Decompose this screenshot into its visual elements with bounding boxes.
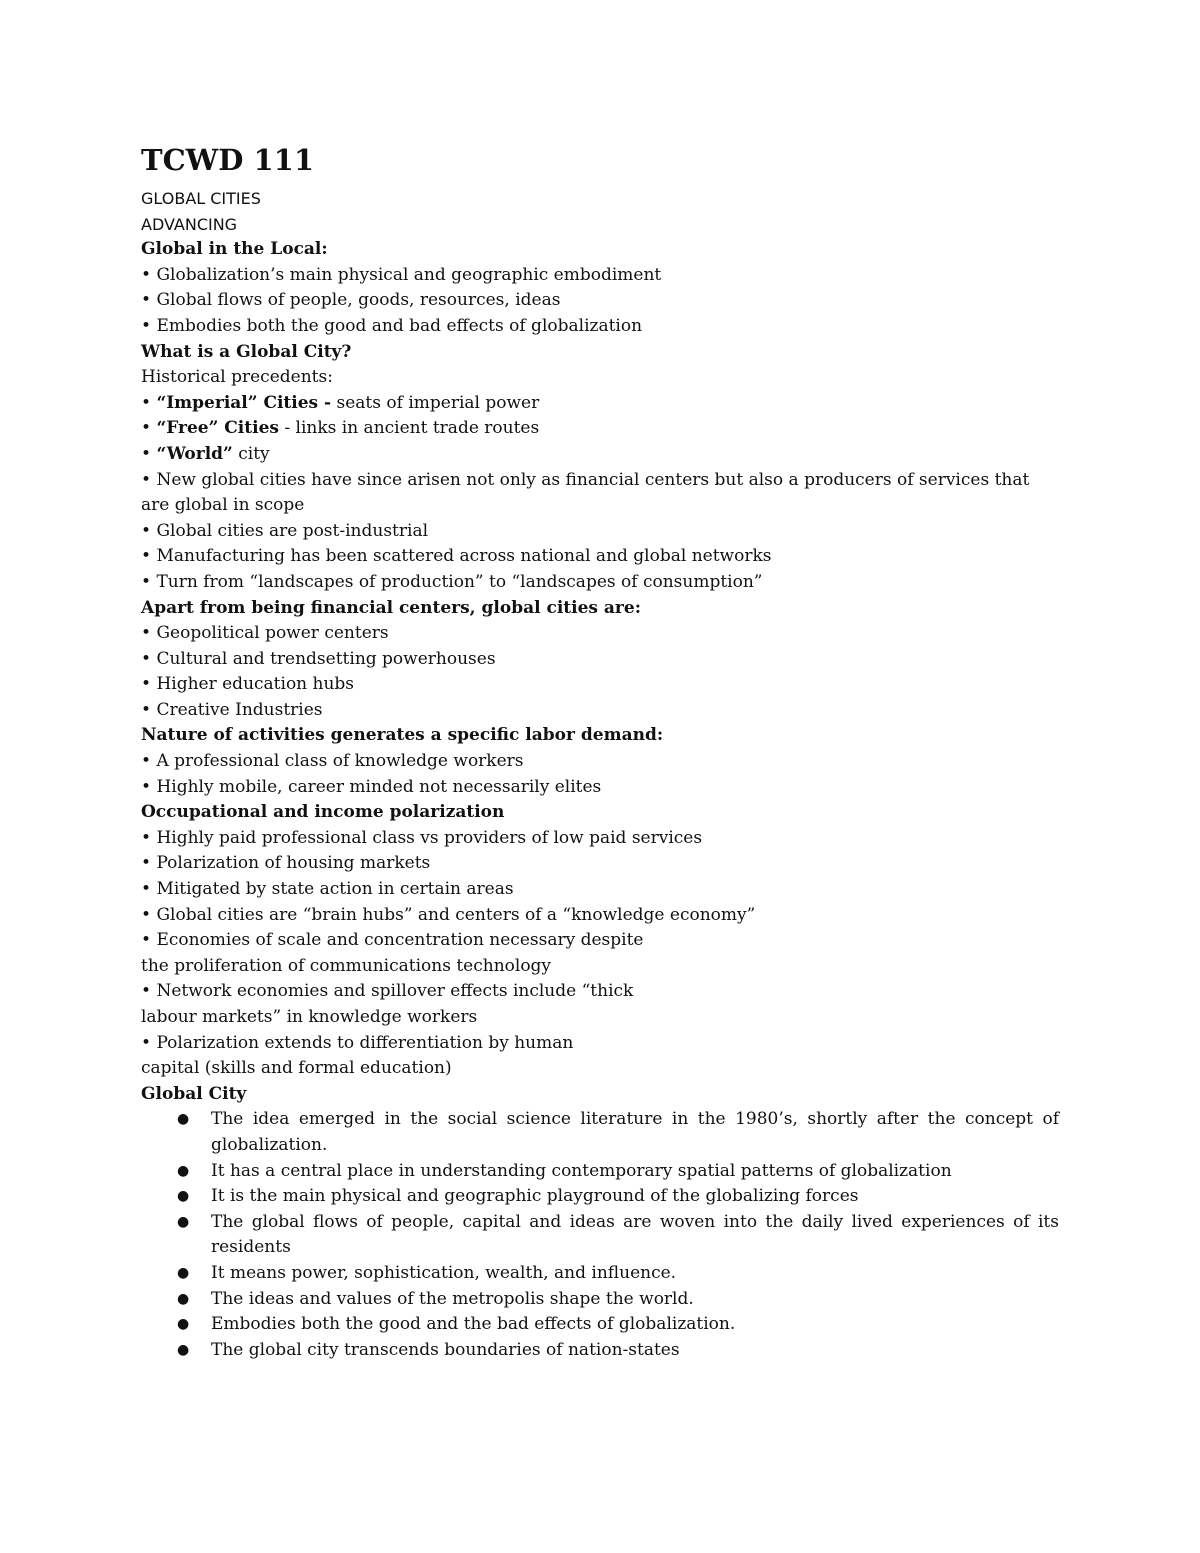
bullet-icon: •	[141, 879, 152, 900]
list-item: • Globalization’s main physical and geographic embodiment	[141, 264, 662, 285]
list-item: ● It is the main physical and geographic playground of the globalizing forces	[141, 1184, 1059, 1210]
document-title: TCWD 111	[141, 143, 315, 177]
list-item: • Higher education hubs	[141, 674, 355, 695]
list-item: • Polarization of housing markets	[141, 853, 431, 874]
section-heading-global-city: Global City	[141, 1083, 247, 1104]
list-item: • Highly mobile, career minded not necessarily elites	[141, 776, 602, 797]
list-item: • Global cities are “brain hubs” and centers of a “knowledge economy”	[141, 904, 756, 925]
list-item: • Embodies both the good and bad effects of globalization	[141, 315, 643, 336]
bullet-icon: •	[141, 290, 152, 311]
bullet-icon: •	[141, 699, 152, 720]
bullet-icon: •	[141, 674, 152, 695]
bullet-icon: ●	[177, 1162, 190, 1179]
section-heading-apart-from-financial: Apart from being financial centers, global cities are:	[141, 597, 641, 618]
bullet-icon: •	[141, 827, 152, 848]
bullet-icon: •	[141, 546, 152, 567]
list-item: • Geopolitical power centers	[141, 623, 389, 644]
bullet-icon: •	[141, 1032, 152, 1053]
list-item: • Mitigated by state action in certain areas	[141, 879, 514, 900]
bullet-icon: •	[141, 904, 152, 925]
list-item: • New global cities have since arisen not only as financial centers but also a producers of services that are global in scope	[141, 469, 1030, 516]
list-item: ● Embodies both the good and the bad effects of globalization.	[141, 1312, 1059, 1338]
bullet-icon: •	[141, 623, 152, 644]
section-heading-polarization: Occupational and income polarization	[141, 802, 505, 823]
bullet-icon: ●	[177, 1213, 190, 1230]
list-item-continuation: labour markets” in knowledge workers	[141, 1007, 478, 1027]
bullet-icon: •	[141, 443, 152, 464]
list-item: • “World” city	[141, 443, 270, 464]
list-item: ● It means power, sophistication, wealth, and influence.	[141, 1261, 1059, 1287]
list-item: • Creative Industries	[141, 699, 323, 720]
bullet-icon: •	[141, 648, 152, 669]
bullet-icon: ●	[177, 1264, 190, 1281]
list-item: • Cultural and trendsetting powerhouses	[141, 648, 496, 669]
document-subtitle: GLOBAL CITIES	[141, 189, 261, 208]
bullet-icon: ●	[177, 1188, 190, 1205]
bullet-icon: •	[141, 469, 152, 490]
bullet-icon: •	[141, 264, 152, 285]
list-item: • A professional class of knowledge workers	[141, 751, 524, 772]
bullet-icon: •	[141, 776, 152, 797]
list-item: • “Imperial” Cities - seats of imperial power	[141, 392, 540, 413]
list-item: ● The idea emerged in the social science literature in the 1980’s, shortly after the concept of globalization.	[177, 1109, 1059, 1155]
list-item: • Global flows of people, goods, resources, ideas	[141, 290, 561, 311]
document-subtitle-advancing: ADVANCING	[141, 214, 238, 234]
list-item-continuation: capital (skills and formal education)	[141, 1058, 452, 1079]
bullet-icon: ●	[177, 1341, 190, 1358]
historical-precedents-label: Historical precedents:	[141, 367, 333, 388]
bullet-icon: ●	[177, 1316, 190, 1333]
list-item: • Network economies and spillover effects include “thick	[141, 981, 634, 1002]
document-body	[141, 142, 1059, 1363]
section-heading-global-in-local: Global in the Local:	[141, 239, 328, 260]
list-item: ● The global city transcends boundaries of nation-states	[141, 1338, 1059, 1364]
bullet-icon: •	[141, 315, 152, 336]
list-item-continuation: the proliferation of communications technology	[141, 955, 552, 976]
bullet-icon: •	[141, 751, 152, 772]
list-item: • Polarization extends to differentiation by human	[141, 1032, 574, 1053]
list-item: • Turn from “landscapes of production” to “landscapes of consumption”	[141, 571, 763, 592]
bullet-icon: •	[141, 930, 152, 951]
list-item: ● It has a central place in understanding contemporary spatial patterns of globalization	[141, 1159, 1059, 1185]
section-heading-what-is-global-city: What is a Global City?	[141, 341, 352, 362]
list-item: • “Free” Cities - links in ancient trade routes	[141, 418, 540, 439]
bullet-icon: •	[141, 520, 152, 541]
list-item: ● The ideas and values of the metropolis shape the world.	[141, 1287, 1059, 1313]
bullet-icon: ●	[177, 1290, 190, 1307]
list-item: • Global cities are post-industrial	[141, 520, 429, 541]
bullet-icon: •	[141, 853, 152, 874]
list-item: • Highly paid professional class vs providers of low paid services	[141, 827, 703, 848]
list-item: • Manufacturing has been scattered across national and global networks	[141, 546, 772, 567]
bullet-icon: •	[141, 981, 152, 1002]
bullet-icon: •	[141, 392, 152, 413]
bullet-icon: ●	[177, 1111, 190, 1128]
bullet-icon: •	[141, 571, 152, 592]
bullet-icon: •	[141, 418, 152, 439]
list-item: • Economies of scale and concentration necessary despite	[141, 930, 644, 951]
list-item: ● The global flows of people, capital and ideas are woven into the daily lived experiences of its residents	[177, 1211, 1059, 1258]
section-heading-labor-demand: Nature of activities generates a specific labor demand:	[141, 725, 664, 746]
global-city-list	[141, 1107, 1059, 1363]
